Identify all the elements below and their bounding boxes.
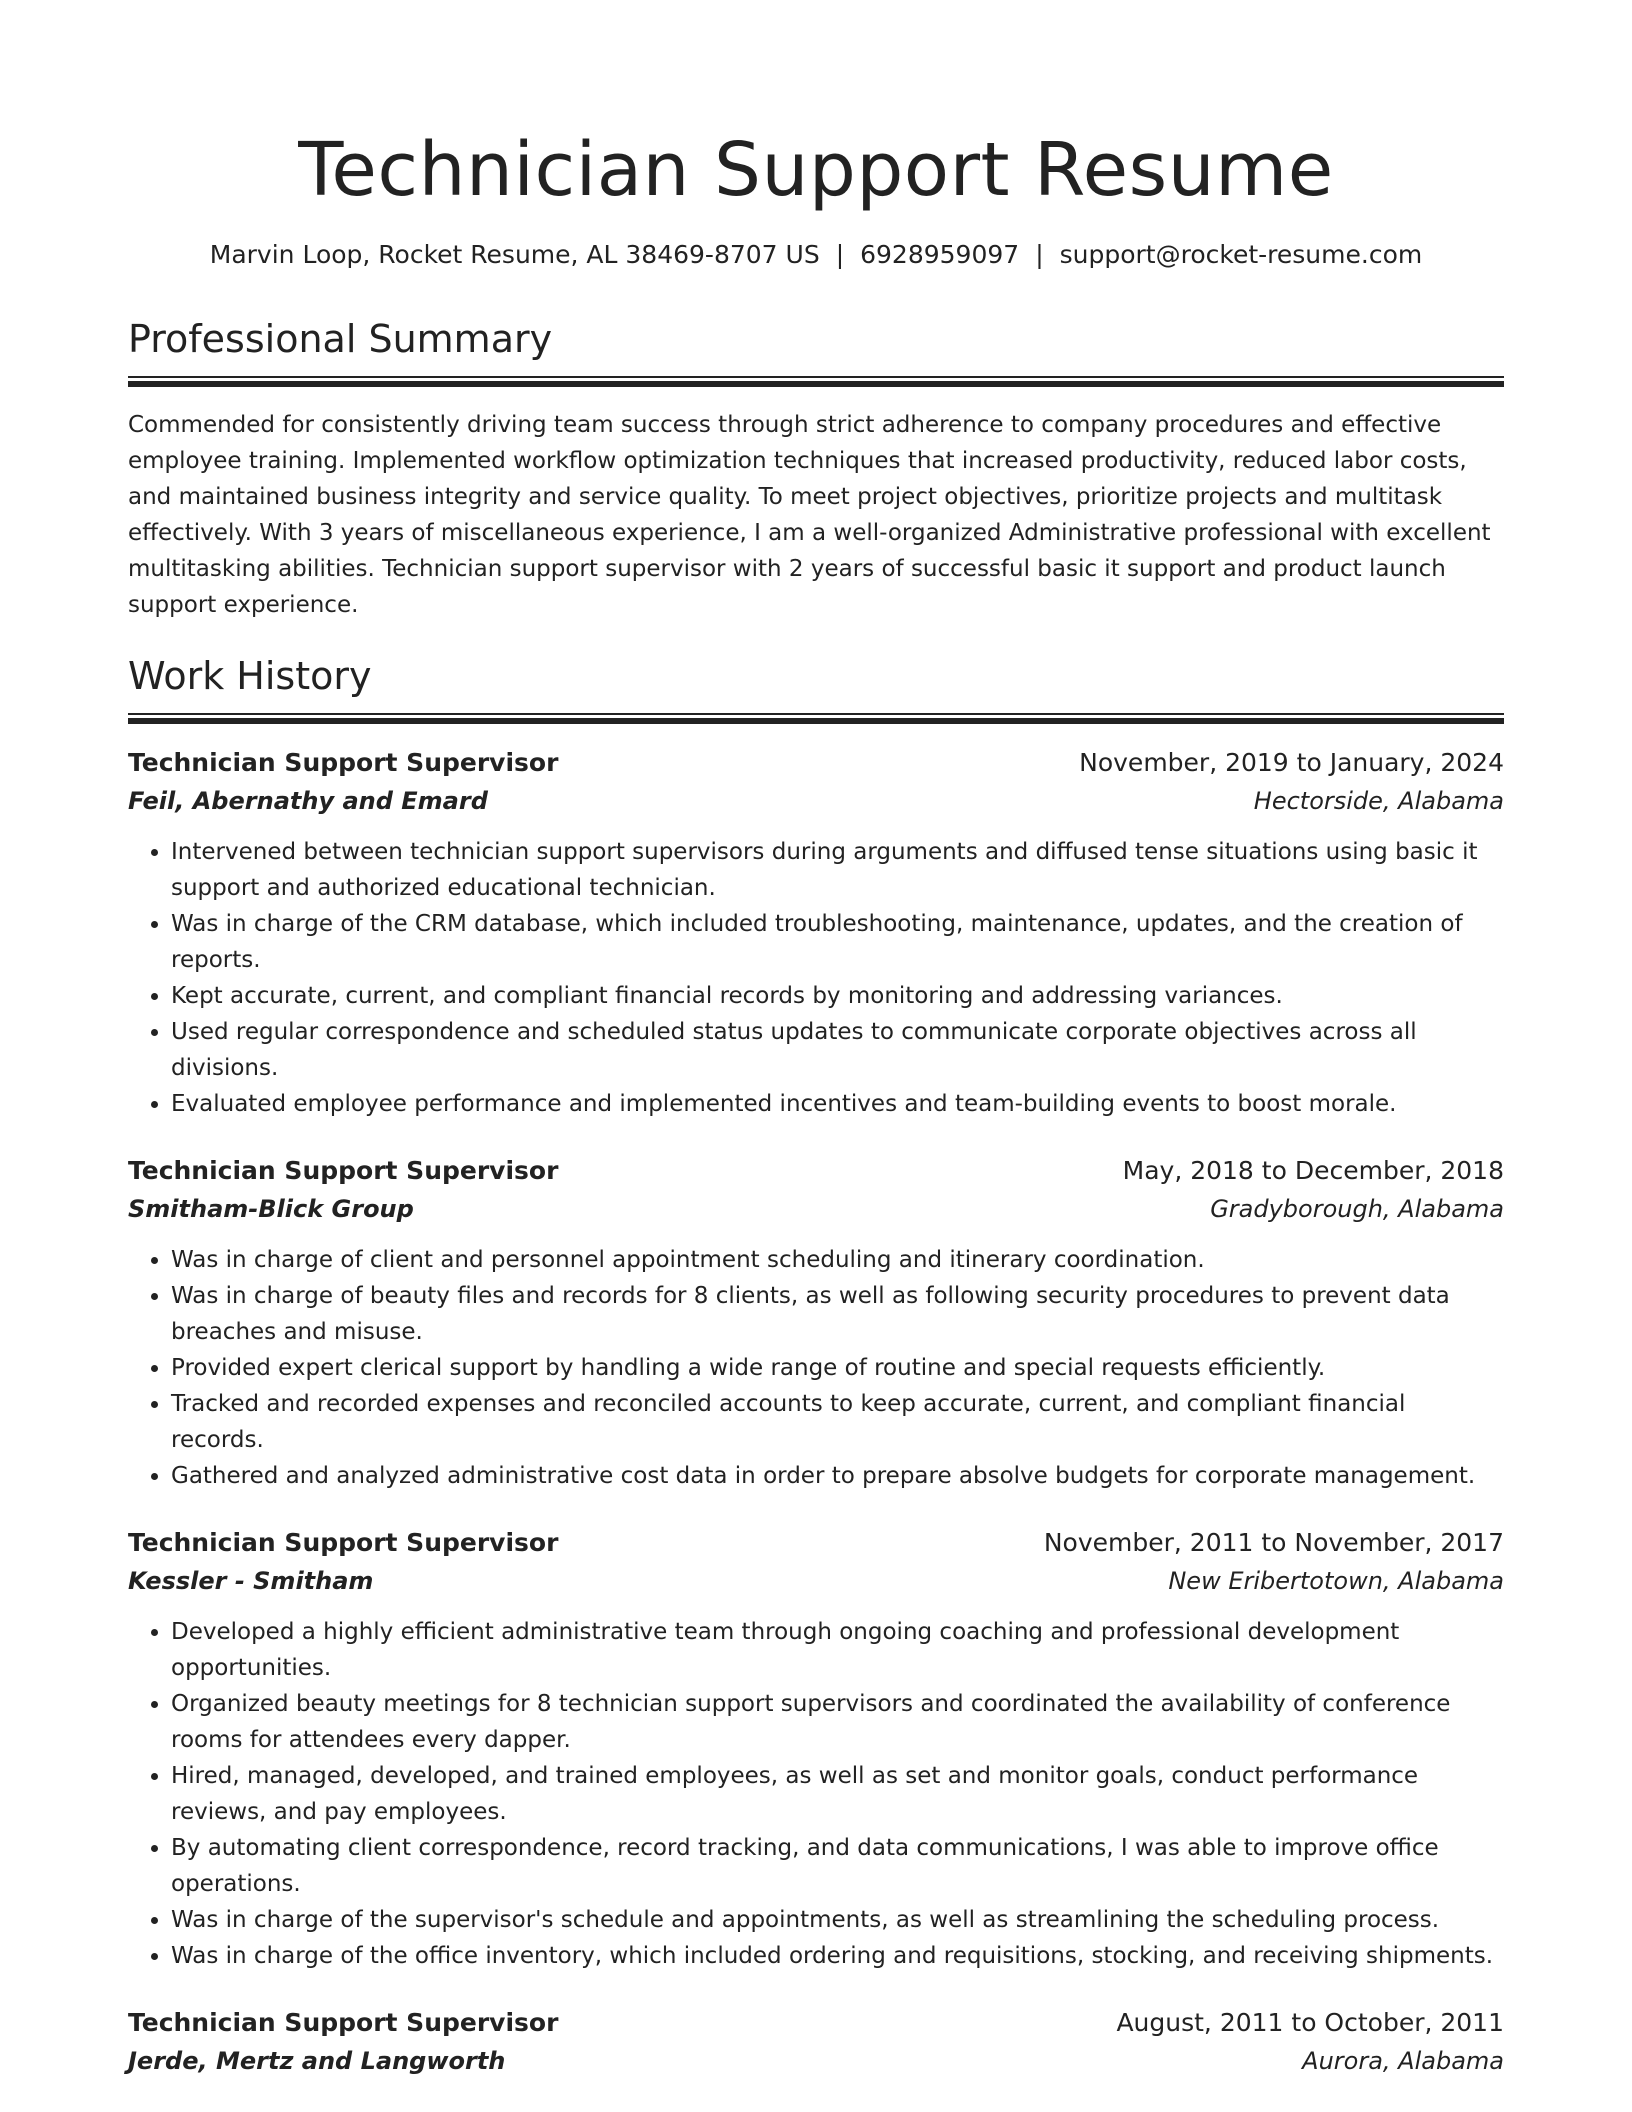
job-subheader: [128, 1562, 1504, 1600]
job-dates: May, 2018 to December, 2018: [1122, 1156, 1504, 1185]
job-bullet-list: [128, 1242, 1504, 1494]
job-dates: August, 2011 to October, 2011: [1116, 2008, 1504, 2037]
job-bullet: • By automating client correspondence, record tracking, and data communications, I was able to improve office operations.: [171, 1830, 1504, 1902]
job-entry: [128, 744, 1504, 1122]
job-header: [128, 1152, 1504, 1190]
job-bullet: • Was in charge of the office inventory, which included ordering and requisitions, stocking, and receiving shipments.: [171, 1938, 1504, 1974]
job-entry: [128, 1524, 1504, 1974]
section-divider: [128, 713, 1504, 724]
job-company: Feil, Abernathy and Emard: [128, 787, 488, 815]
job-bullet: • Kept accurate, current, and compliant financial records by monitoring and addressing variances.: [171, 978, 1504, 1014]
contact-separator: |: [835, 240, 845, 269]
resume-page: [128, 0, 1504, 2080]
job-bullet: • Intervened between technician support supervisors during arguments and diffused tense situations using basic it support and authorized educational technician.: [171, 834, 1504, 906]
job-bullet: • Organized beauty meetings for 8 technician support supervisors and coordinated the availability of conference rooms for attendees every dapper.: [171, 1686, 1504, 1758]
contact-address: Marvin Loop, Rocket Resume, AL 38469-8707 US: [209, 240, 820, 269]
job-title: Technician Support Supervisor: [128, 1528, 559, 1557]
section-heading-work-history: Work History: [128, 654, 372, 698]
job-company: Jerde, Mertz and Langworth: [128, 2047, 506, 2075]
job-dates: November, 2019 to January, 2024: [1079, 748, 1504, 777]
job-bullet: • Used regular correspondence and scheduled status updates to communicate corporate objectives across all divisions.: [171, 1014, 1504, 1086]
summary-text: Commended for consistently driving team success through strict adherence to company procedures and effective employee training. Implemented workflow optimization techniques that increased productivity, reduced labor costs, and maintained business integrity and service quality. To meet project objectives, prioritize projects and multitask effectively. With 3 years of miscellaneous experience, I am a well-organized Administrative professional with excellent multitasking abilities. Technician support supervisor with 2 years of successful basic it support and product launch support experience.: [128, 412, 1491, 618]
contact-separator: |: [1035, 240, 1044, 269]
job-bullet: • Was in charge of the supervisor's schedule and appointments, as well as streamlining the scheduling process.: [171, 1902, 1504, 1938]
job-entry: [128, 1152, 1504, 1494]
job-entry: [128, 2004, 1504, 2080]
resume-title: Technician Support Resume: [298, 127, 1334, 213]
job-bullet-list: [128, 1614, 1504, 1974]
job-header: [128, 1524, 1504, 1562]
job-bullet: • Hired, managed, developed, and trained employees, as well as set and monitor goals, conduct performance reviews, and pay employees.: [171, 1758, 1504, 1830]
job-location: New Eribertotown, Alabama: [1168, 1567, 1504, 1595]
contact-phone: 6928959097: [860, 240, 1020, 269]
job-subheader: [128, 1190, 1504, 1228]
job-bullet: • Was in charge of the CRM database, which included troubleshooting, maintenance, updates, and the creation of reports.: [171, 906, 1504, 978]
job-bullet: • Provided expert clerical support by handling a wide range of routine and special requests efficiently.: [171, 1350, 1504, 1386]
job-header: [128, 2004, 1504, 2042]
contact-line: [128, 238, 1504, 272]
job-bullet: • Gathered and analyzed administrative cost data in order to prepare absolve budgets for corporate management.: [171, 1458, 1504, 1494]
job-bullet-list: [128, 834, 1504, 1122]
job-subheader: [128, 2042, 1504, 2080]
job-bullet: • Was in charge of beauty files and records for 8 clients, as well as following security procedures to prevent data breaches and misuse.: [171, 1278, 1504, 1350]
contact-email: support@rocket-resume.com: [1059, 240, 1423, 269]
section-divider: [128, 376, 1504, 387]
job-bullet: • Developed a highly efficient administrative team through ongoing coaching and professional development opportunities.: [171, 1614, 1504, 1686]
job-subheader: [128, 782, 1504, 820]
job-title: Technician Support Supervisor: [128, 2008, 559, 2037]
section-heading-summary: Professional Summary: [128, 317, 553, 361]
job-location: Hectorside, Alabama: [1253, 787, 1504, 815]
job-location: Gradyborough, Alabama: [1210, 1195, 1504, 1223]
job-bullet: • Was in charge of client and personnel appointment scheduling and itinerary coordination.: [171, 1242, 1504, 1278]
job-bullet: • Tracked and recorded expenses and reconciled accounts to keep accurate, current, and compliant financial records.: [171, 1386, 1504, 1458]
job-title: Technician Support Supervisor: [128, 748, 559, 777]
job-header: [128, 744, 1504, 782]
job-location: Aurora, Alabama: [1302, 2047, 1504, 2075]
job-company: Smitham-Blick Group: [128, 1195, 414, 1223]
job-title: Technician Support Supervisor: [128, 1156, 559, 1185]
job-dates: November, 2011 to November, 2017: [1043, 1528, 1504, 1557]
job-company: Kessler - Smitham: [128, 1567, 374, 1595]
job-bullet: • Evaluated employee performance and implemented incentives and team-building events to boost morale.: [171, 1086, 1504, 1122]
